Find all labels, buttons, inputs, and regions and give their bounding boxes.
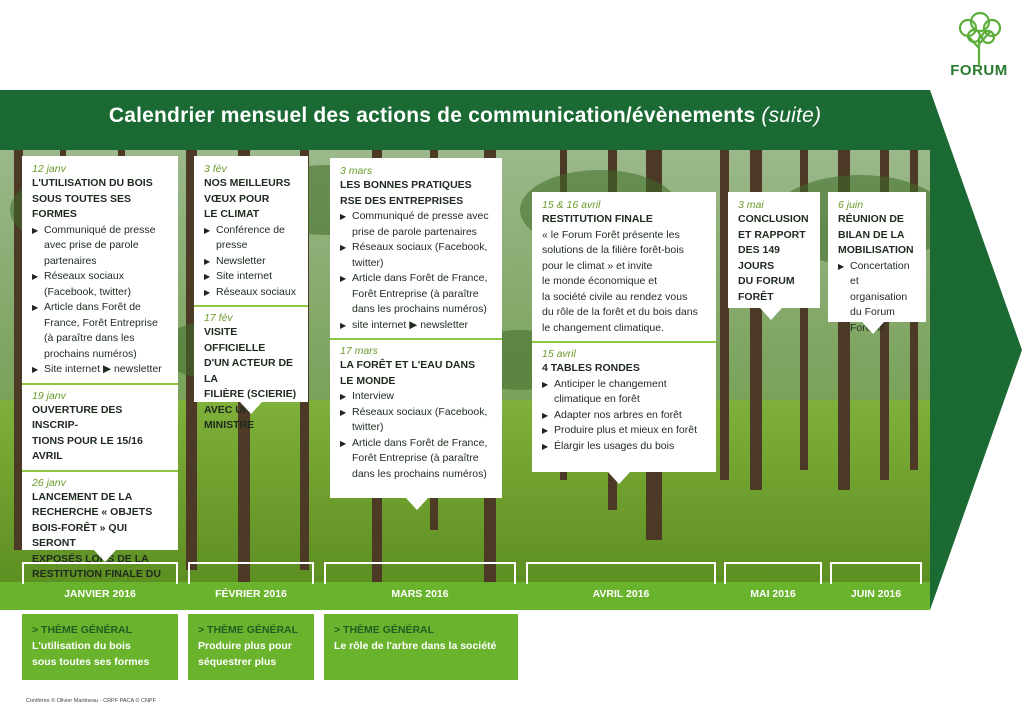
event-title: LES BONNES PRATIQUES RSE DES ENTREPRISES [340, 179, 472, 207]
list-item: ▶ Interview [340, 389, 494, 405]
event-actions-list [542, 377, 708, 455]
callout-pointer [240, 402, 262, 414]
month-label: AVRIL 2016 [592, 588, 650, 600]
event-title: L'UTILISATION DU BOIS SOUS TOUTES SES FORMES [32, 177, 153, 220]
event-actions-list [340, 389, 494, 482]
event-title: NOS MEILLEURS VŒUX POUR LE CLIMAT [204, 177, 291, 220]
list-item: ▶ Site internet [204, 269, 300, 285]
list-item: ▶ site internet ▶ newsletter [340, 318, 494, 334]
event-title: LA FORÊT ET L'EAU DANS LE MONDE [340, 359, 476, 387]
page-title [0, 104, 930, 128]
list-item: ▶ Réseaux sociaux [204, 285, 300, 301]
event-date: 17 mars [340, 345, 378, 357]
photo-credit: Conifères © Olivier Martineau - CRPF PACA © CNPF [26, 698, 156, 704]
divider [194, 305, 308, 307]
callout-june [828, 192, 926, 334]
callout-pointer [94, 550, 116, 562]
event-date: 19 janv [32, 389, 66, 402]
list-item: ▶ Réseaux sociaux (Facebook, twitter) [340, 405, 494, 436]
title-main: Calendrier mensuel des actions de communication/évènements [108, 104, 756, 127]
callout-pointer [760, 308, 782, 320]
event-actions-list [204, 223, 300, 301]
event-date: 15 & 16 avril [542, 199, 601, 211]
event-date: 3 mars [340, 165, 373, 177]
callout-pointer [862, 322, 884, 334]
list-item: ▶ Communiqué de presse avec prise de parole partenaires [340, 209, 494, 240]
list-item: ▶ Anticiper le changement climatique en forêt [542, 377, 708, 408]
theme-march [324, 614, 518, 680]
list-item: ▶ Communiqué de presse avec prise de parole partenaires [32, 223, 170, 270]
month-label: MAI 2016 [750, 588, 796, 600]
theme-january [22, 614, 178, 680]
event-description: « le Forum Forêt présente les solutions de la filière forêt-bois pour le climat » et invite le monde économique et la société civile au rendez vous du rôle de la forêt et du bois dans le changement climatique. [542, 228, 698, 334]
divider [22, 470, 178, 472]
month-april [526, 562, 716, 610]
callout-pointer [406, 498, 428, 510]
list-item: ▶ Article dans Forêt de France, Forêt Entreprise (à paraître dans les prochains numéros) [340, 436, 494, 483]
callout-march [330, 158, 502, 498]
list-item: ▶ Conférence de presse [204, 223, 300, 254]
month-label: JUIN 2016 [850, 588, 902, 600]
event-title: VISITE OFFICIELLE D'UN ACTEUR DE LA FILIÈRE (SCIERIE) AVEC UN MINISTRE [204, 326, 297, 431]
callout-april [532, 192, 716, 472]
theme-text: sous toutes ses formes [32, 656, 150, 668]
event-title: LANCEMENT DE LA RECHERCHE « OBJETS BOIS-FORÊT » QUI SERONT EXPOSÉS LORS DE LA RESTITUTION FINALE DU [32, 490, 161, 580]
callout-may [728, 192, 820, 308]
event-actions-list [32, 223, 170, 378]
event-title: CONCLUSION ET RAPPORT DES 149 JOURS DU FORUM FORÊT [738, 213, 809, 303]
theme-heading: > THÈME GÉNÉRAL [32, 624, 133, 636]
theme-text: Produire plus pour [198, 640, 292, 652]
month-label: FÉVRIER 2016 [215, 588, 287, 600]
month-june [830, 562, 922, 610]
event-title: OUVERTURE DES INSCRIP- TIONS POUR LE 15/16 AVRIL [32, 403, 143, 462]
month-may [724, 562, 822, 610]
theme-text: Le rôle de l'arbre dans la société [334, 640, 497, 652]
event-title: RESTITUTION FINALE [542, 213, 653, 225]
theme-heading: > THÈME GÉNÉRAL [198, 624, 299, 636]
theme-text: L'utilisation du bois [32, 640, 131, 652]
logo-text: FORUM [950, 62, 1008, 79]
theme-text: séquestrer plus [198, 656, 277, 668]
list-item: ▶ Concertation et organisation du Forum Forêt II [838, 259, 918, 337]
theme-heading: > THÈME GÉNÉRAL [334, 624, 435, 636]
event-title: 4 TABLES RONDES [542, 362, 640, 374]
event-actions-list [340, 209, 494, 333]
callout-february [194, 156, 308, 431]
list-item: ▶ Adapter nos arbres en forêt [542, 408, 708, 424]
divider [330, 338, 502, 340]
callout-pointer [608, 472, 630, 484]
month-february [188, 562, 314, 610]
callout-january [22, 156, 178, 580]
month-march [324, 562, 516, 610]
month-january [22, 562, 178, 610]
divider [532, 341, 716, 343]
event-date: 15 avril [542, 348, 576, 360]
month-label: JANVIER 2016 [64, 588, 136, 600]
list-item: ▶ Élargir les usages du bois [542, 439, 708, 455]
event-date: 26 janv [32, 476, 66, 489]
theme-february [188, 614, 314, 680]
list-item: ▶ Site internet ▶ newsletter [32, 362, 170, 378]
event-date: 17 fév [204, 312, 233, 324]
list-item: ▶ Newsletter [204, 254, 300, 270]
event-title: RÉUNION DE BILAN DE LA MOBILISATION [838, 213, 914, 256]
list-item: ▶ Réseaux sociaux (Facebook, twitter) [340, 240, 494, 271]
event-date: 3 fév [204, 163, 227, 175]
list-item: ▶ Produire plus et mieux en forêt [542, 423, 708, 439]
event-date: 6 juin [838, 199, 864, 211]
divider [22, 383, 178, 385]
title-suite: (suite) [761, 104, 822, 127]
list-item: ▶ Réseaux sociaux (Facebook, twitter) [32, 269, 170, 300]
event-date: 3 mai [738, 199, 764, 211]
month-label: MARS 2016 [391, 588, 449, 600]
list-item: ▶ Article dans Forêt de France, Forêt Entreprise (à paraître dans les prochains numéros) [340, 271, 494, 318]
list-item: ▶ Article dans Forêt de France, Forêt Entreprise (à paraître dans les prochains numéros) [32, 300, 170, 362]
event-date: 12 janv [32, 163, 66, 175]
tree-logo-icon [946, 8, 1012, 66]
